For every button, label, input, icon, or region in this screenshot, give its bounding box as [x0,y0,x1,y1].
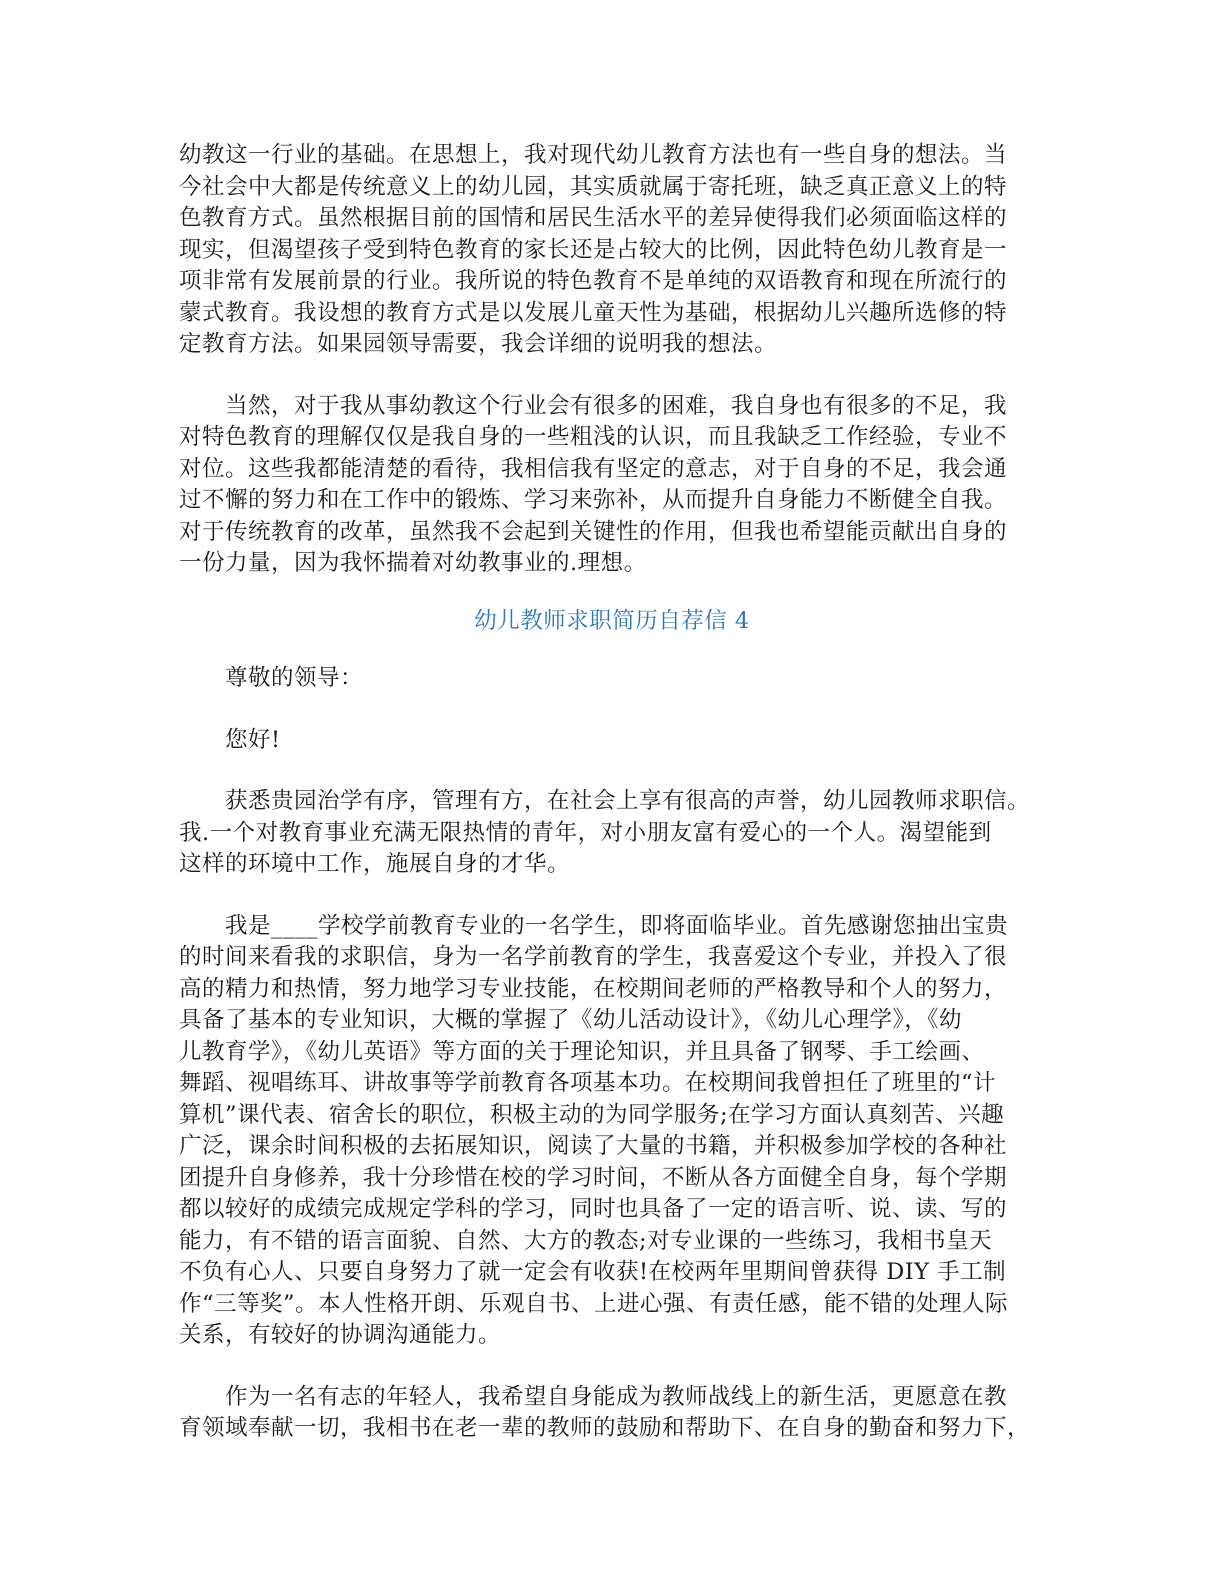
text-line: 获悉贵园治学有序，管理有方，在社会上享有很高的声誉，幼儿园教师求职信。 [225,788,1031,814]
text-line: 今社会中大都是传统意义上的幼儿园，其实质就属于寄托班，缺乏真正意义上的特 [179,173,1008,200]
paragraph-3 [179,786,1045,881]
text-line: 育领域奉献一切，我相书在老一辈的教师的鼓励和帮助下、在自身的勤奋和努力下， [179,1415,1031,1441]
text-line: 作为一名有志的年轻人，我希望自身能成为教师战线上的新生活，更愿意在教 [225,1383,1008,1410]
text-line: 过不懈的努力和在工作中的锻炼、学习来弥补，从而提升自身能力不断健全自我。 [179,487,1008,513]
text-line: 对于传统教育的改革，虽然我不会起到关键性的作用，但我也希望能贡献出自身的 [179,518,1008,545]
text-line: 的时间来看我的求职信，身为一名学前教育的学生，我喜爱这个专业，并投入了很 [179,944,1008,970]
text-line: 儿教育学》，《幼儿英语》等方面的关于理论知识，并且具备了钢琴、手工绘画、 [179,1038,985,1065]
text-line: 高的精力和热情，努力地学习专业技能，在校期间老师的严格教导和个人的努力， [179,975,1008,1002]
paragraph-5 [179,1382,1045,1445]
text-line: 团提升自身修养，我十分珍惜在校的学习时间，不断从各方面健全自身，每个学期 [179,1164,1008,1191]
text-line: 幼教这一行业的基础。在思想上，我对现代幼儿教育方法也有一些自身的想法。当 [179,142,1008,168]
text-line: 定教育方法。如果园领导需要，我会详细的说明我的想法。 [179,331,778,357]
text-line: 一份力量，因为我怀揣着对幼教事业的.理想。 [179,550,647,576]
text-line: 作“三等奖”。本人性格开朗、乐观自书、上进心强、有责任感，能不错的处理人际 [179,1290,1009,1317]
text-line: 具备了基本的专业知识，大概的掌握了《幼儿活动设计》，《幼儿心理学》，《幼 [179,1007,963,1033]
text-line: 蒙式教育。我设想的教育方式是以发展儿童天性为基础，根据幼儿兴趣所选修的特 [179,299,1008,326]
paragraph-2 [179,391,1045,580]
text-line: 广泛，课余时间积极的去拓展知识，阅读了大量的书籍，并积极参加学校的各种社 [179,1133,1008,1159]
paragraph-1 [179,140,1045,361]
text-line: 现实，但渴望孩子受到特色教育的家长还是占较大的比例，因此特色幼儿教育是一 [179,236,1008,263]
text-line: 都以较好的成绩完成规定学科的学习，同时也具备了一定的语言听、说、读、写的 [179,1196,1008,1222]
text-line: 对位。这些我都能清楚的看待，我相信我有坚定的意志，对于自身的不足，我会通 [179,455,1008,482]
section-heading: 幼儿教师求职简历自荐信 4 [474,607,750,634]
text-line: 不负有心人、只要自身努力了就一定会有收获!在校两年里期间曾获得 DIY 手工制 [179,1259,1007,1285]
text-line: 我.一个对教育事业充满无限热情的青年，对小朋友富有爱心的一个人。渴望能到 [179,819,992,846]
text-line: 这样的环境中工作，施展自身的才华。 [179,851,571,877]
text-line: 对特色教育的理解仅仅是我自身的一些粗浅的认识，而且我缺乏工作经验，专业不 [179,424,1008,450]
greeting: 您好! [225,726,281,753]
text-line: 项非常有发展前景的行业。我所说的特色教育不是单纯的双语教育和现在所流行的 [179,268,1008,294]
text-line: 舞蹈、视唱练耳、讲故事等学前教育各项基本功。在校期间我曾担任了班里的“计 [179,1070,997,1096]
text-line: 能力，有不错的语言面貌、自然、大方的教态;对专业课的一些练习，我相书皇天 [179,1227,993,1254]
document-page [179,140,1045,1445]
text-line: 算机”课代表、宿舍长的职位，积极主动的为同学服务;在学习方面认真刻苦、兴趣 [179,1101,1005,1128]
text-line: 色教育方式。虽然根据目前的国情和居民生活水平的差异使得我们必须面临这样的 [179,205,1008,231]
text-line: 关系，有较好的协调沟通能力。 [179,1322,502,1348]
text-line: 当然，对于我从事幼教这个行业会有很多的困难，我自身也有很多的不足，我 [225,392,1008,419]
paragraph-4 [179,911,1045,1352]
text-line: 我是____学校学前教育专业的一名学生，即将面临毕业。首先感谢您抽出宝贵 [225,912,1009,939]
salutation: 尊敬的领导： [225,665,364,691]
